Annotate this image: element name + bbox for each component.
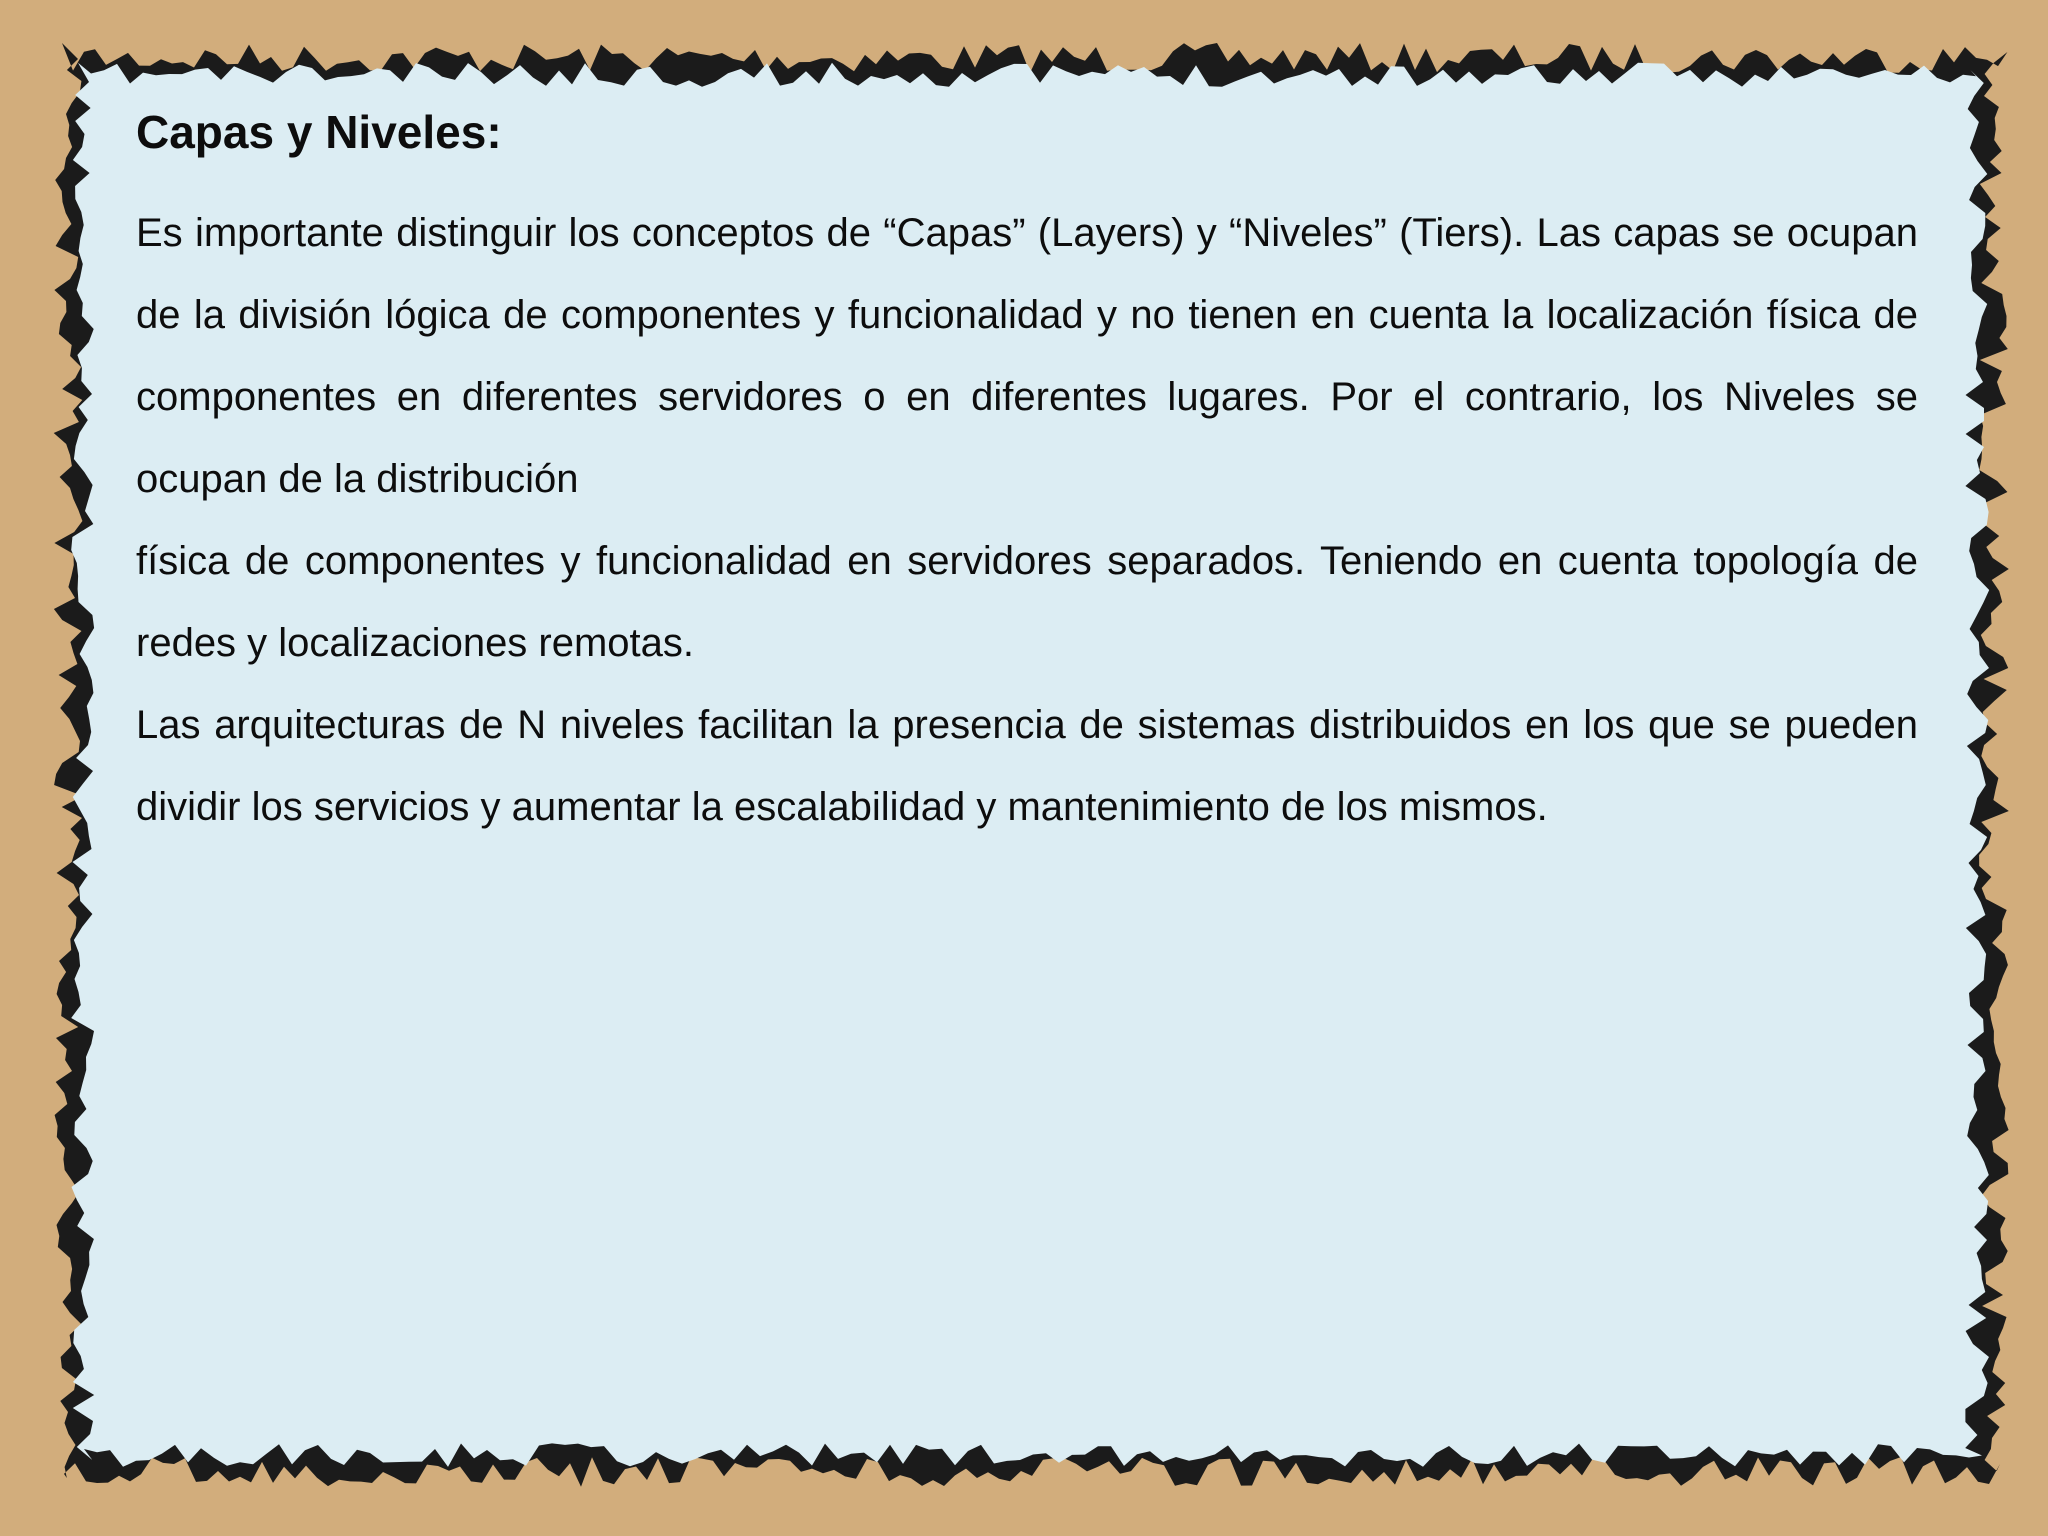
slide-content xyxy=(136,100,1918,848)
slide-title: Capas y Niveles: xyxy=(136,106,502,158)
paragraph-layers-vs-tiers: Es importante distinguir los conceptos de “Capas” (Layers) y “Niveles” (Tiers). Las capas se ocupan de la división lógica de componentes y funcionalidad y no tienen en cuenta la localización física de componentes en diferentes servidores o en diferentes lugares. Por el contrario, los Niveles se ocupan de la distribución xyxy=(136,211,1918,501)
paragraph-physical-distribution: física de componentes y funcionalidad en servidores separados. Teniendo en cuenta topología de redes y localizaciones remotas. xyxy=(136,539,1918,665)
paragraph-n-tier-architectures: Las arquitecturas de N niveles facilitan la presencia de sistemas distribuidos en los que se pueden dividir los servicios y aumentar la escalabilidad y mantenimiento de los mismos. xyxy=(136,703,1918,829)
